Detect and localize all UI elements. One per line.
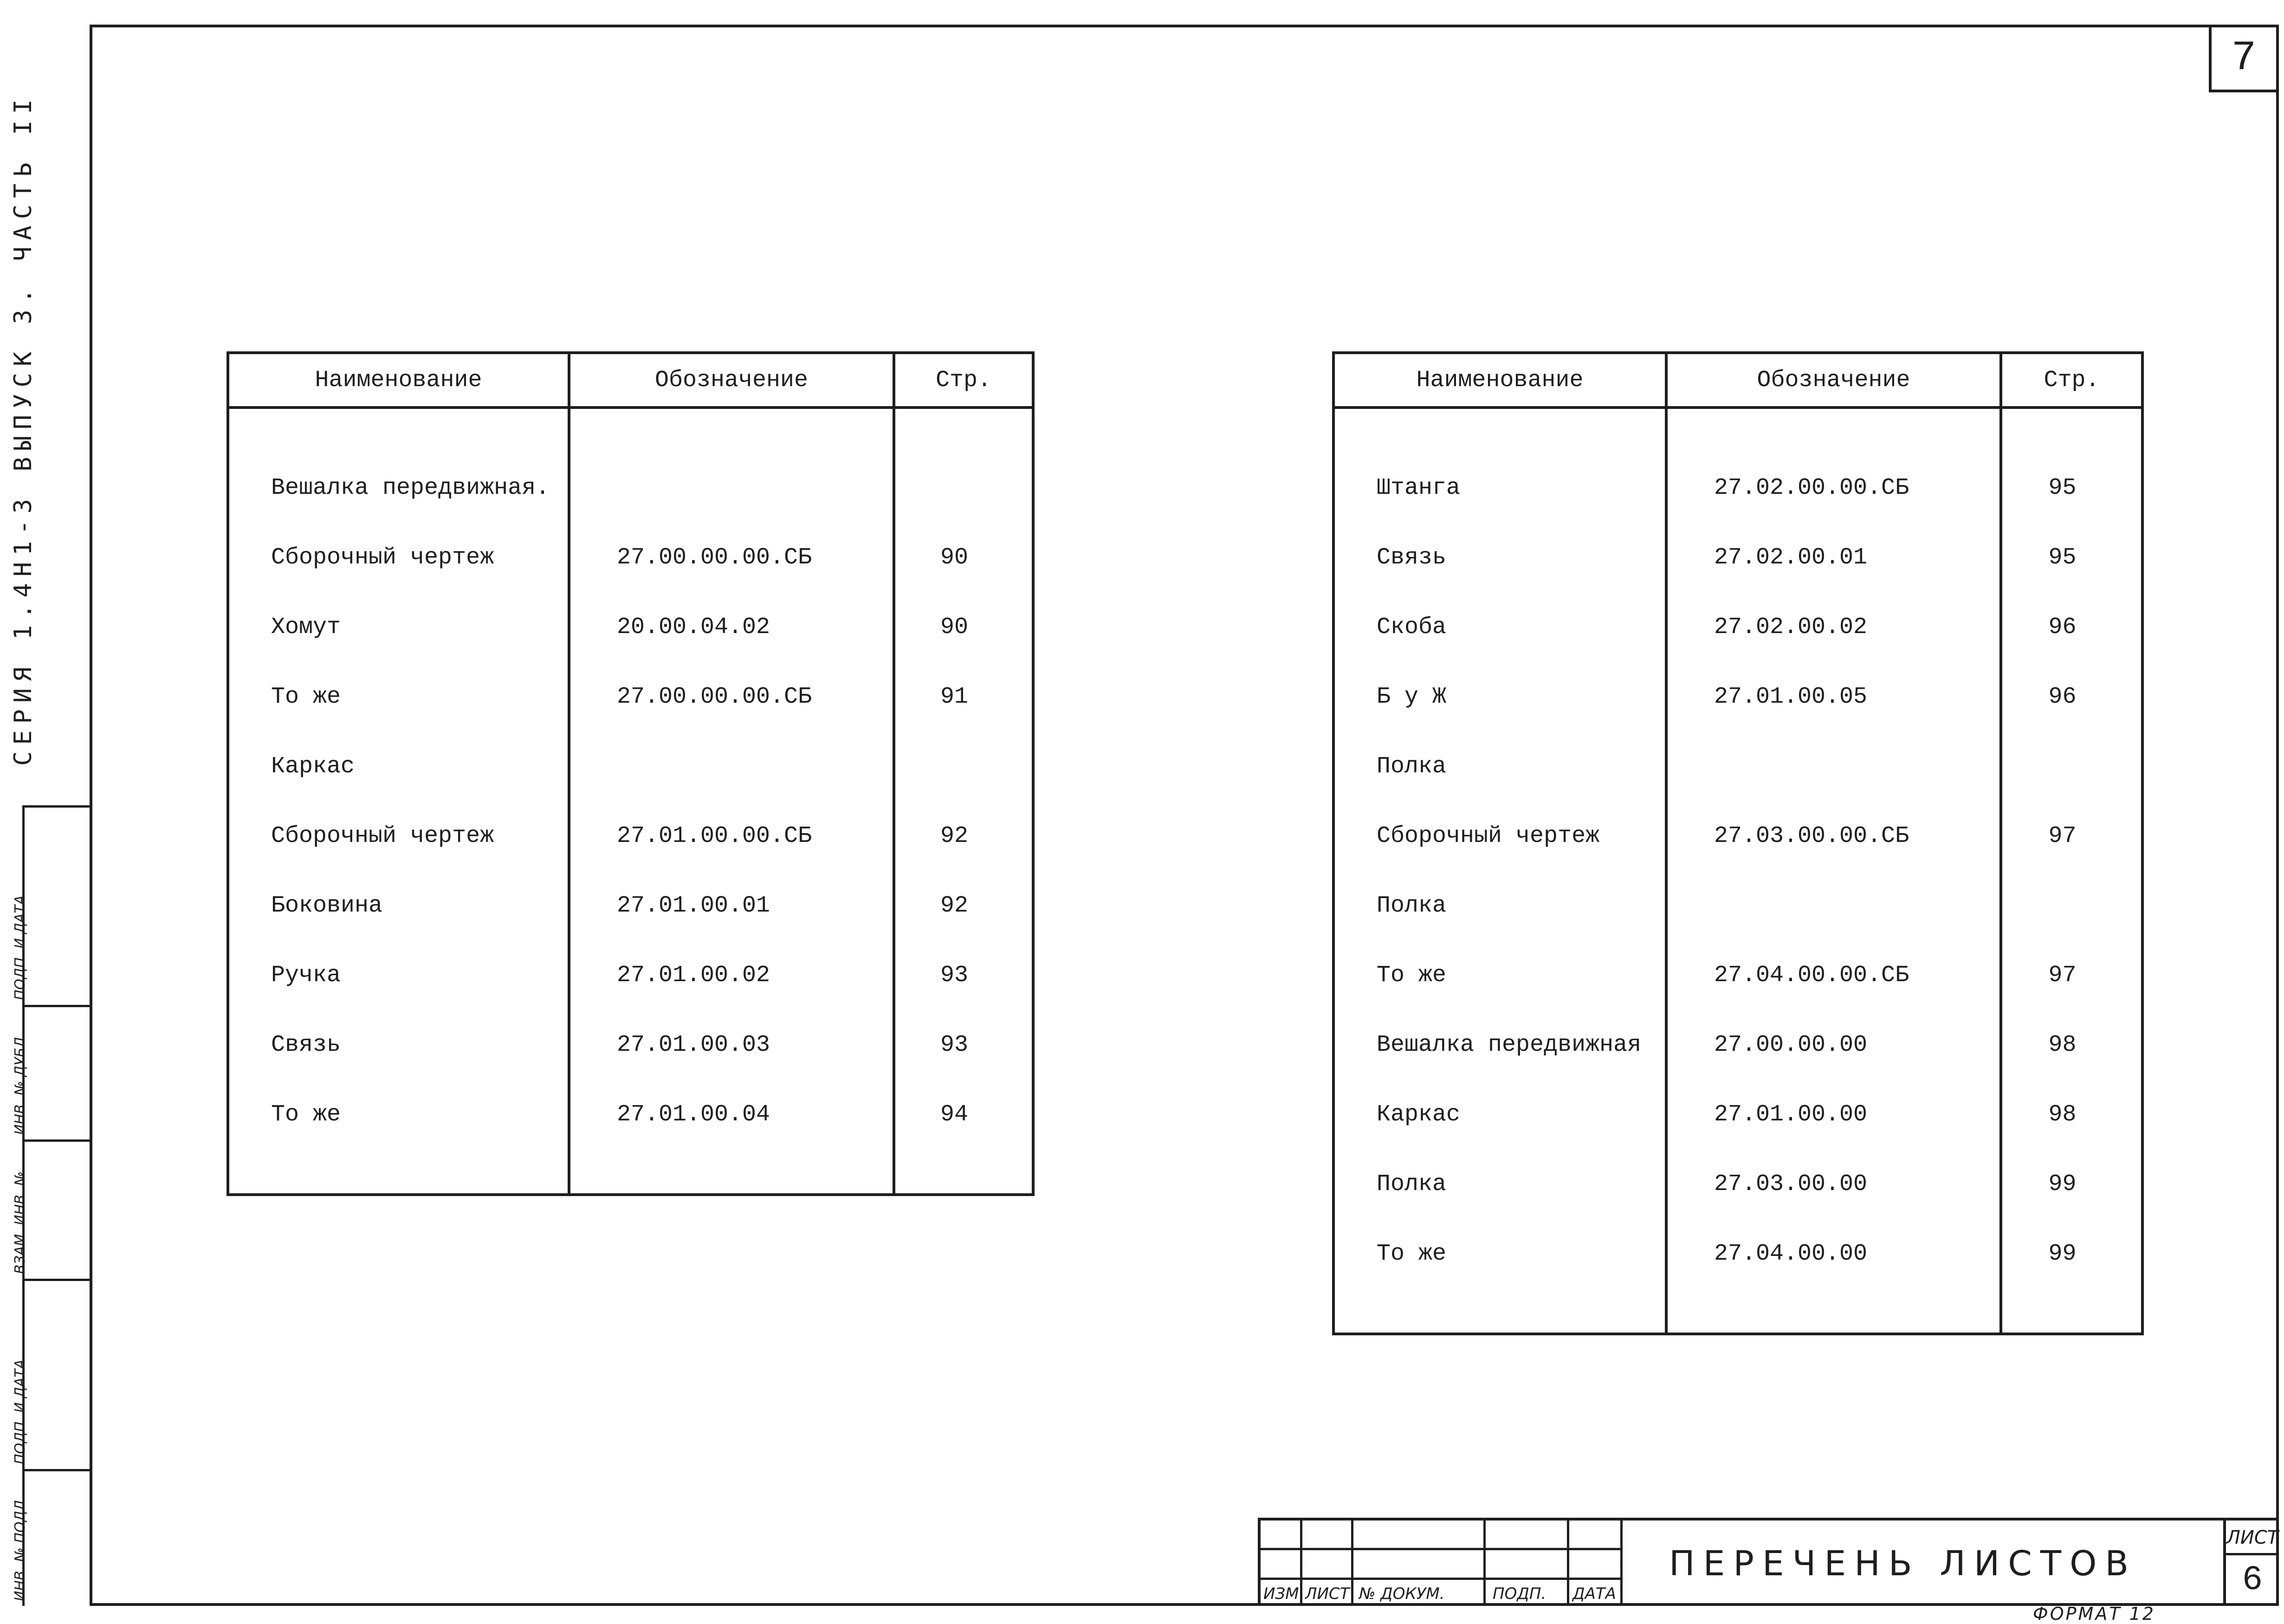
cell-code: 27.01.00.00.СБ bbox=[569, 801, 894, 871]
format-label: ФОРМАТ 12 bbox=[2033, 1604, 2155, 1624]
table-row bbox=[1333, 1149, 2142, 1219]
cell-page: 98 bbox=[2001, 1080, 2142, 1149]
cell-code: 27.02.00.01 bbox=[1666, 523, 2001, 592]
cell-code: 27.00.00.00 bbox=[1666, 1010, 2001, 1080]
table-row bbox=[228, 871, 1033, 940]
table-row bbox=[1333, 1080, 2142, 1149]
spacer-cell bbox=[228, 1149, 569, 1195]
tb-label-date: ДАТА bbox=[1572, 1585, 1616, 1603]
cell-page: 94 bbox=[894, 1080, 1033, 1149]
table-row bbox=[228, 1080, 1033, 1149]
table-header-row bbox=[228, 353, 1033, 408]
cell-page bbox=[894, 453, 1033, 523]
cell-code: 27.01.00.04 bbox=[569, 1080, 894, 1149]
cell-page bbox=[894, 731, 1033, 801]
cell-name: Вешалка передвижная bbox=[1333, 1010, 1666, 1080]
cell-code bbox=[569, 453, 894, 523]
cell-name: Полка bbox=[1333, 731, 1666, 801]
table-row bbox=[228, 731, 1033, 801]
table-row bbox=[228, 801, 1033, 871]
cell-code: 20.00.04.02 bbox=[569, 592, 894, 662]
table-row bbox=[228, 523, 1033, 592]
table-row bbox=[1333, 592, 2142, 662]
stamp-label: ПОДП. И ДАТА bbox=[12, 1359, 28, 1464]
cell-code: 27.01.00.01 bbox=[569, 871, 894, 940]
spacer-cell bbox=[2001, 408, 2142, 453]
stamp-column bbox=[12, 805, 90, 1606]
cell-name: То же bbox=[228, 662, 569, 731]
spacer-cell bbox=[1666, 1288, 2001, 1334]
table-row bbox=[228, 940, 1033, 1010]
stamp-cell bbox=[12, 1142, 90, 1281]
table-row bbox=[228, 1010, 1033, 1080]
left-sheet-table bbox=[226, 351, 1035, 1196]
table-row bbox=[228, 592, 1033, 662]
cell-code: 27.00.00.00.СБ bbox=[569, 662, 894, 731]
cell-name: Сборочный чертеж bbox=[228, 801, 569, 871]
series-text: СЕРИЯ 1.4Н1-3 ВЫПУСК 3. ЧАСТЬ II bbox=[9, 93, 37, 766]
cell-page: 97 bbox=[2001, 940, 2142, 1010]
cell-page bbox=[2001, 731, 2142, 801]
cell-name: Штанга bbox=[1333, 453, 1666, 523]
cell-name: Связь bbox=[228, 1010, 569, 1080]
spacer-row bbox=[1333, 408, 2142, 453]
cell-page: 97 bbox=[2001, 801, 2142, 871]
sheet-label: ЛИСТ bbox=[2226, 1520, 2279, 1555]
header-page: Стр. bbox=[2001, 353, 2142, 408]
cell-name: Полка bbox=[1333, 1149, 1666, 1219]
cell-code: 27.01.00.00 bbox=[1666, 1080, 2001, 1149]
page-number: 7 bbox=[2209, 27, 2276, 92]
sheet-value: 6 bbox=[2242, 1561, 2263, 1600]
revision-grid bbox=[1261, 1520, 1623, 1606]
table-row bbox=[1333, 940, 2142, 1010]
cell-name: Сборочный чертеж bbox=[228, 523, 569, 592]
spacer-cell bbox=[894, 408, 1033, 453]
table-row bbox=[228, 662, 1033, 731]
cell-page: 92 bbox=[894, 801, 1033, 871]
spacer-cell bbox=[1333, 408, 1666, 453]
stamp-label: ИНВ. № ДУБЛ. bbox=[12, 1033, 28, 1135]
tb-label-sign: ПОДП. bbox=[1493, 1585, 1546, 1603]
spacer-row bbox=[1333, 1288, 2142, 1334]
cell-code: 27.01.00.03 bbox=[569, 1010, 894, 1080]
cell-page: 99 bbox=[2001, 1219, 2142, 1288]
tb-label-doc: № ДОКУМ. bbox=[1359, 1585, 1445, 1603]
cell-name: Ручка bbox=[228, 940, 569, 1010]
cell-name: То же bbox=[228, 1080, 569, 1149]
sheet-number-box bbox=[2223, 1520, 2279, 1606]
cell-page: 90 bbox=[894, 592, 1033, 662]
right-sheet-table bbox=[1332, 351, 2144, 1335]
cell-code: 27.02.00.00.СБ bbox=[1666, 453, 2001, 523]
stamp-label: ПОДП. И ДАТА bbox=[12, 895, 28, 1000]
cell-page: 92 bbox=[894, 871, 1033, 940]
cell-name: Боковина bbox=[228, 871, 569, 940]
table-row bbox=[1333, 801, 2142, 871]
document-title: ПЕРЕЧЕНЬ ЛИСТОВ bbox=[1669, 1544, 2137, 1584]
header-code: Обозначение bbox=[1666, 353, 2001, 408]
cell-page: 93 bbox=[894, 1010, 1033, 1080]
cell-name: Каркас bbox=[1333, 1080, 1666, 1149]
table-header-row bbox=[1333, 353, 2142, 408]
tb-label-list: ЛИСТ bbox=[1305, 1585, 1350, 1603]
cell-name: Скоба bbox=[1333, 592, 1666, 662]
cell-page: 95 bbox=[2001, 453, 2142, 523]
stamp-cell bbox=[12, 1471, 90, 1606]
stamp-label: ВЗАМ. ИНВ. № bbox=[12, 1171, 28, 1274]
cell-name: Каркас bbox=[228, 731, 569, 801]
cell-page: 90 bbox=[894, 523, 1033, 592]
cell-code: 27.01.00.02 bbox=[569, 940, 894, 1010]
table-row bbox=[1333, 453, 2142, 523]
cell-code bbox=[1666, 731, 2001, 801]
table-row bbox=[1333, 871, 2142, 940]
table-row bbox=[1333, 1010, 2142, 1080]
cell-name: То же bbox=[1333, 1219, 1666, 1288]
spacer-row bbox=[228, 1149, 1033, 1195]
cell-name: Вешалка передвижная. bbox=[228, 453, 569, 523]
cell-code bbox=[569, 731, 894, 801]
header-name: Наименование bbox=[1333, 353, 1666, 408]
spacer-row bbox=[228, 408, 1033, 453]
cell-name: Хомут bbox=[228, 592, 569, 662]
cell-page: 95 bbox=[2001, 523, 2142, 592]
cell-name: Связь bbox=[1333, 523, 1666, 592]
table-row bbox=[228, 453, 1033, 523]
cell-code bbox=[1666, 871, 2001, 940]
cell-code: 27.00.00.00.СБ bbox=[569, 523, 894, 592]
stamp-cell bbox=[12, 808, 90, 1007]
stamp-cell bbox=[12, 1281, 90, 1471]
cell-page bbox=[2001, 871, 2142, 940]
spacer-cell bbox=[569, 1149, 894, 1195]
title-block bbox=[1258, 1518, 2279, 1606]
cell-code: 27.02.00.02 bbox=[1666, 592, 2001, 662]
cell-page: 96 bbox=[2001, 662, 2142, 731]
cell-code: 27.03.00.00 bbox=[1666, 1149, 2001, 1219]
header-name: Наименование bbox=[228, 353, 569, 408]
spacer-cell bbox=[2001, 1288, 2142, 1334]
header-code: Обозначение bbox=[569, 353, 894, 408]
cell-page: 91 bbox=[894, 662, 1033, 731]
table-row bbox=[1333, 523, 2142, 592]
cell-page: 96 bbox=[2001, 592, 2142, 662]
stamp-label: ИНВ. № ПОДЛ. bbox=[12, 1495, 28, 1601]
cell-name: То же bbox=[1333, 940, 1666, 1010]
spacer-cell bbox=[1333, 1288, 1666, 1334]
cell-code: 27.04.00.00.СБ bbox=[1666, 940, 2001, 1010]
spacer-cell bbox=[569, 408, 894, 453]
tb-label-izm: ИЗМ bbox=[1263, 1585, 1299, 1603]
header-page: Стр. bbox=[894, 353, 1033, 408]
cell-name: Полка bbox=[1333, 871, 1666, 940]
cell-page: 93 bbox=[894, 940, 1033, 1010]
stamp-cell bbox=[12, 1007, 90, 1142]
table-row bbox=[1333, 731, 2142, 801]
cell-code: 27.03.00.00.СБ bbox=[1666, 801, 2001, 871]
cell-name: Б у Ж bbox=[1333, 662, 1666, 731]
spacer-cell bbox=[1666, 408, 2001, 453]
table-row bbox=[1333, 1219, 2142, 1288]
spacer-cell bbox=[228, 408, 569, 453]
cell-page: 99 bbox=[2001, 1149, 2142, 1219]
cell-page: 98 bbox=[2001, 1010, 2142, 1080]
cell-name: Сборочный чертеж bbox=[1333, 801, 1666, 871]
spacer-cell bbox=[894, 1149, 1033, 1195]
cell-code: 27.01.00.05 bbox=[1666, 662, 2001, 731]
cell-code: 27.04.00.00 bbox=[1666, 1219, 2001, 1288]
table-row bbox=[1333, 662, 2142, 731]
